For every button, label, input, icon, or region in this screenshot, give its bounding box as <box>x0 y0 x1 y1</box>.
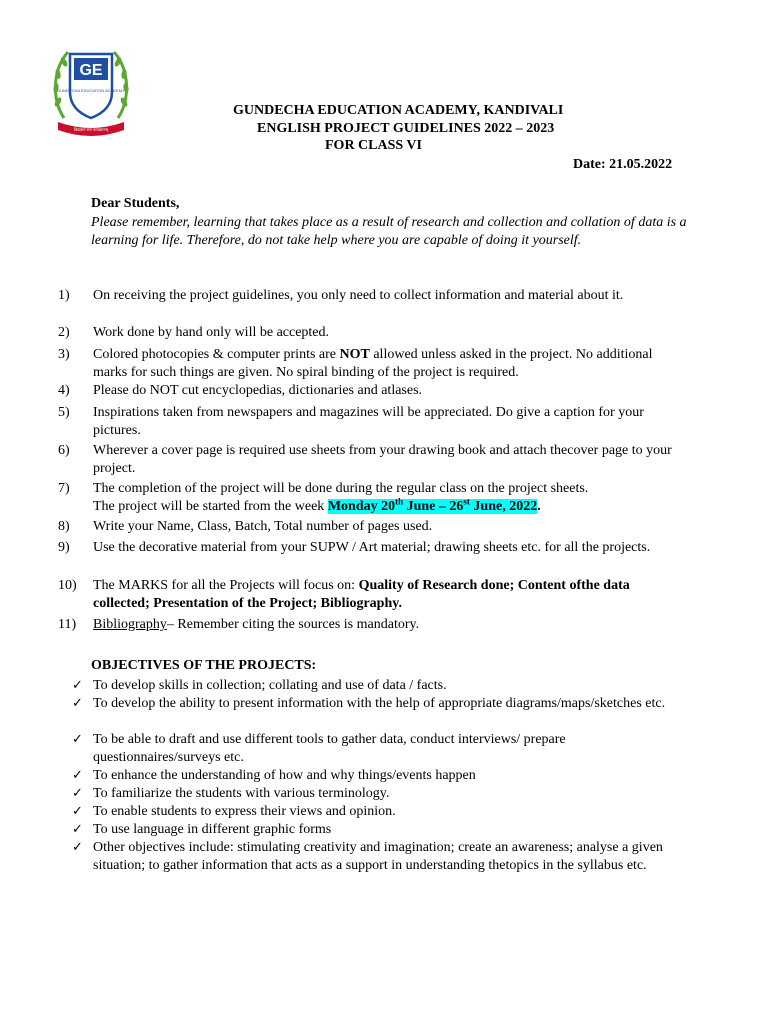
intro-paragraph: Please remember, learning that takes place as a result of research and collection and collation of data is a learning for life. Therefore, do not take help where you are capable of doing it yourself. <box>91 215 687 248</box>
rule-number: 1) <box>58 288 70 303</box>
school-name: GUNDECHA EDUCATION ACADEMY, KANDIVALI <box>233 103 564 118</box>
objective-item: Other objectives include: stimulating creativity and imagination; create an awareness; analyse a given situation; to gather information that acts as a support in understanding thetopics in the syllabus etc. <box>93 840 663 873</box>
checkmark-icon: ✓ <box>72 732 83 747</box>
objectives-heading: OBJECTIVES OF THE PROJECTS: <box>91 658 317 673</box>
objective-item: To familiarize the students with various terminology. <box>93 786 390 801</box>
rule-number: 6) <box>58 443 70 458</box>
rule-item: The completion of the project will be done during the regular class on the project sheets. The project will be started from the week Monday 20th June – 26st June, 2022. <box>93 481 589 514</box>
rule-item: Work done by hand only will be accepted. <box>93 325 330 340</box>
rule-number: 7) <box>58 481 70 496</box>
rule-number: 8) <box>58 519 70 534</box>
project-week-highlight: Monday 20th June – 26st June, 2022 <box>327 496 538 514</box>
checkmark-icon: ✓ <box>72 804 83 819</box>
document-title: ENGLISH PROJECT GUIDELINES 2022 – 2023 <box>257 121 555 136</box>
checkmark-icon: ✓ <box>72 840 83 855</box>
rule-item: Inspirations taken from newspapers and magazines will be appreciated. Do give a caption for your pictures. <box>93 405 644 438</box>
rule-item: Wherever a cover page is required use sheets from your drawing book and attach thecover page to your project. <box>93 443 672 476</box>
document-date: Date: 21.05.2022 <box>573 157 673 172</box>
checkmark-icon: ✓ <box>72 678 83 693</box>
objective-item: To use language in different graphic forms <box>93 822 332 837</box>
objective-item: To develop skills in collection; collating and use of data / facts. <box>93 678 447 693</box>
rule-number: 10) <box>58 578 77 593</box>
class-heading: FOR CLASS VI <box>325 138 422 153</box>
rule-number: 5) <box>58 405 70 420</box>
rule-item: Use the decorative material from your SUPW / Art material; drawing sheets etc. for all the projects. <box>93 540 651 555</box>
rule-number: 3) <box>58 347 70 362</box>
svg-text:विद्याधनं सर्व धनप्रधानम्: विद्याधनं सर्व धनप्रधानम् <box>73 127 109 132</box>
rule-item: On receiving the project guidelines, you only need to collect information and material about it. <box>93 288 624 303</box>
rule-item: Bibliography– Remember citing the sources is mandatory. <box>93 617 420 632</box>
rule-number: 2) <box>58 325 70 340</box>
rule-number: 9) <box>58 540 70 555</box>
objective-item: To develop the ability to present information with the help of appropriate diagrams/maps/sketches etc. <box>93 696 666 711</box>
checkmark-icon: ✓ <box>72 768 83 783</box>
greeting: Dear Students, <box>91 196 180 211</box>
svg-text:GE: GE <box>79 62 103 79</box>
objective-item: To enable students to express their views and opinion. <box>93 804 396 819</box>
svg-text:GUNDECHA EDUCATION ACADEMY: GUNDECHA EDUCATION ACADEMY <box>57 88 125 93</box>
rule-item: Please do NOT cut encyclopedias, dictionaries and atlases. <box>93 383 423 398</box>
objective-item: To be able to draft and use different tools to gather data, conduct interviews/ prepare questionnaires/surveys etc. <box>93 732 566 765</box>
rule-number: 4) <box>58 383 70 398</box>
rule-item: Write your Name, Class, Batch, Total number of pages used. <box>93 519 433 534</box>
checkmark-icon: ✓ <box>72 696 83 711</box>
rule-item: The MARKS for all the Projects will focus on: Quality of Research done; Content ofthe data collected; Presentation of the Project; Bibliography. <box>93 578 630 611</box>
emphasis-not: NOT <box>339 347 370 362</box>
checkmark-icon: ✓ <box>72 786 83 801</box>
objective-item: To enhance the understanding of how and why things/events happen <box>93 768 476 783</box>
school-logo <box>50 40 132 136</box>
rule-number: 11) <box>58 617 77 632</box>
rule-item: Colored photocopies & computer prints are NOT allowed unless asked in the project. No additional marks for such things are given. No spiral binding of the project is required. <box>93 347 653 380</box>
checkmark-icon: ✓ <box>72 822 83 837</box>
